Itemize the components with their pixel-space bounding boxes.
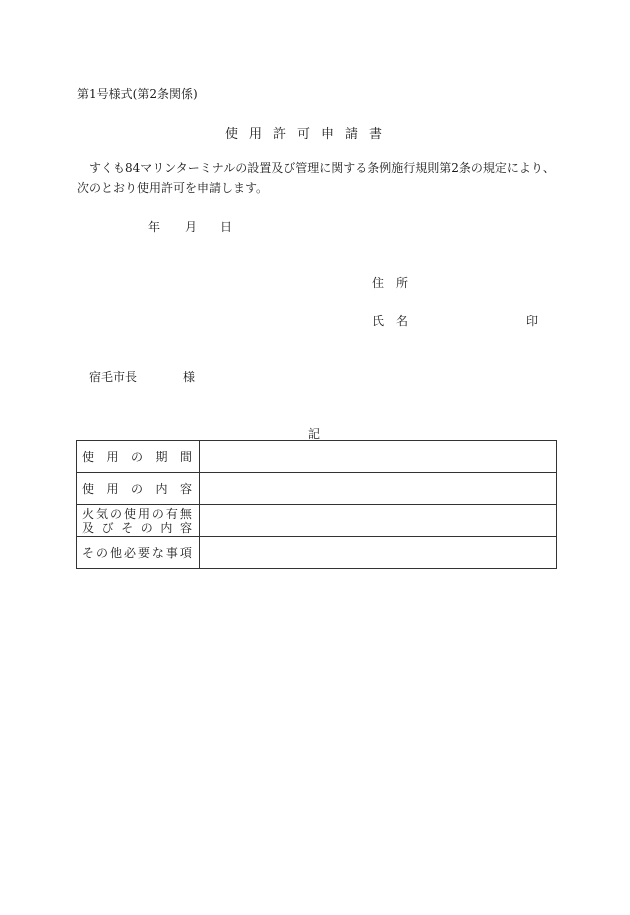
label-char: の <box>109 506 122 521</box>
application-body-text: すくも84マリンターミナルの設置及び管理に関する条例施行規則第2条の規定により、次のとおり使用許可を申請します。 <box>77 161 555 195</box>
label-char: 気 <box>95 506 108 521</box>
label-char: そ <box>82 546 95 560</box>
date-year-label: 年 <box>148 220 161 234</box>
label-char: 必 <box>123 546 136 560</box>
label-char: 無 <box>179 506 192 521</box>
address-label-char-2: 所 <box>396 276 409 290</box>
label-char: の <box>130 450 143 464</box>
details-table <box>76 440 557 569</box>
addressee-honorific: 様 <box>183 370 196 384</box>
date-month-label: 月 <box>185 220 198 234</box>
label-char: 項 <box>179 546 192 560</box>
label-char: 他 <box>109 546 122 560</box>
table-row <box>77 505 557 537</box>
label-char: そ <box>121 520 134 535</box>
label-char: 期 <box>155 450 168 464</box>
label-char: 要 <box>137 546 150 560</box>
date-day-label: 日 <box>220 220 233 234</box>
label-char: 火 <box>82 506 95 521</box>
row-value-fire-use[interactable] <box>200 505 557 537</box>
applicant-address-label <box>372 274 408 291</box>
addressee-name: 宿毛市長 <box>89 370 138 384</box>
label-char: 使 <box>82 450 95 464</box>
label-char: 用 <box>106 450 119 464</box>
seal-mark: 印 <box>526 314 539 328</box>
label-char: 事 <box>165 546 178 560</box>
label-char: 容 <box>179 482 192 496</box>
row-value-period[interactable] <box>200 441 557 473</box>
row-label-fire-use <box>77 505 200 537</box>
table-row <box>77 537 557 569</box>
row-value-content[interactable] <box>200 473 557 505</box>
name-label-char-1: 氏 <box>372 314 385 328</box>
row-label-period <box>77 441 200 473</box>
row-value-other[interactable] <box>200 537 557 569</box>
form-number: 第1号様式(第2条関係) <box>77 87 198 101</box>
label-char: 使 <box>82 482 95 496</box>
label-char: 用 <box>106 482 119 496</box>
label-char: 間 <box>179 450 192 464</box>
row-label-content <box>77 473 200 505</box>
label-char: の <box>130 482 143 496</box>
label-char: 内 <box>160 520 173 535</box>
address-label-char-1: 住 <box>372 276 385 290</box>
form-title: 使用許可申請書 <box>225 127 394 142</box>
table-row <box>77 441 557 473</box>
label-char: の <box>151 506 164 521</box>
table-row <box>77 473 557 505</box>
label-char: 内 <box>155 482 168 496</box>
label-char: 及 <box>82 520 95 535</box>
label-char: の <box>95 546 108 560</box>
label-char: の <box>140 520 153 535</box>
row-label-other <box>77 537 200 569</box>
name-label-char-2: 名 <box>396 314 409 328</box>
applicant-name-label <box>372 312 408 329</box>
label-char: 有 <box>165 506 178 521</box>
label-char: な <box>151 546 164 560</box>
label-char: 容 <box>179 520 192 535</box>
label-char: 用 <box>137 506 150 521</box>
label-char: び <box>101 520 114 535</box>
ki-heading: 記 <box>308 427 321 441</box>
label-char: 使 <box>123 506 136 521</box>
